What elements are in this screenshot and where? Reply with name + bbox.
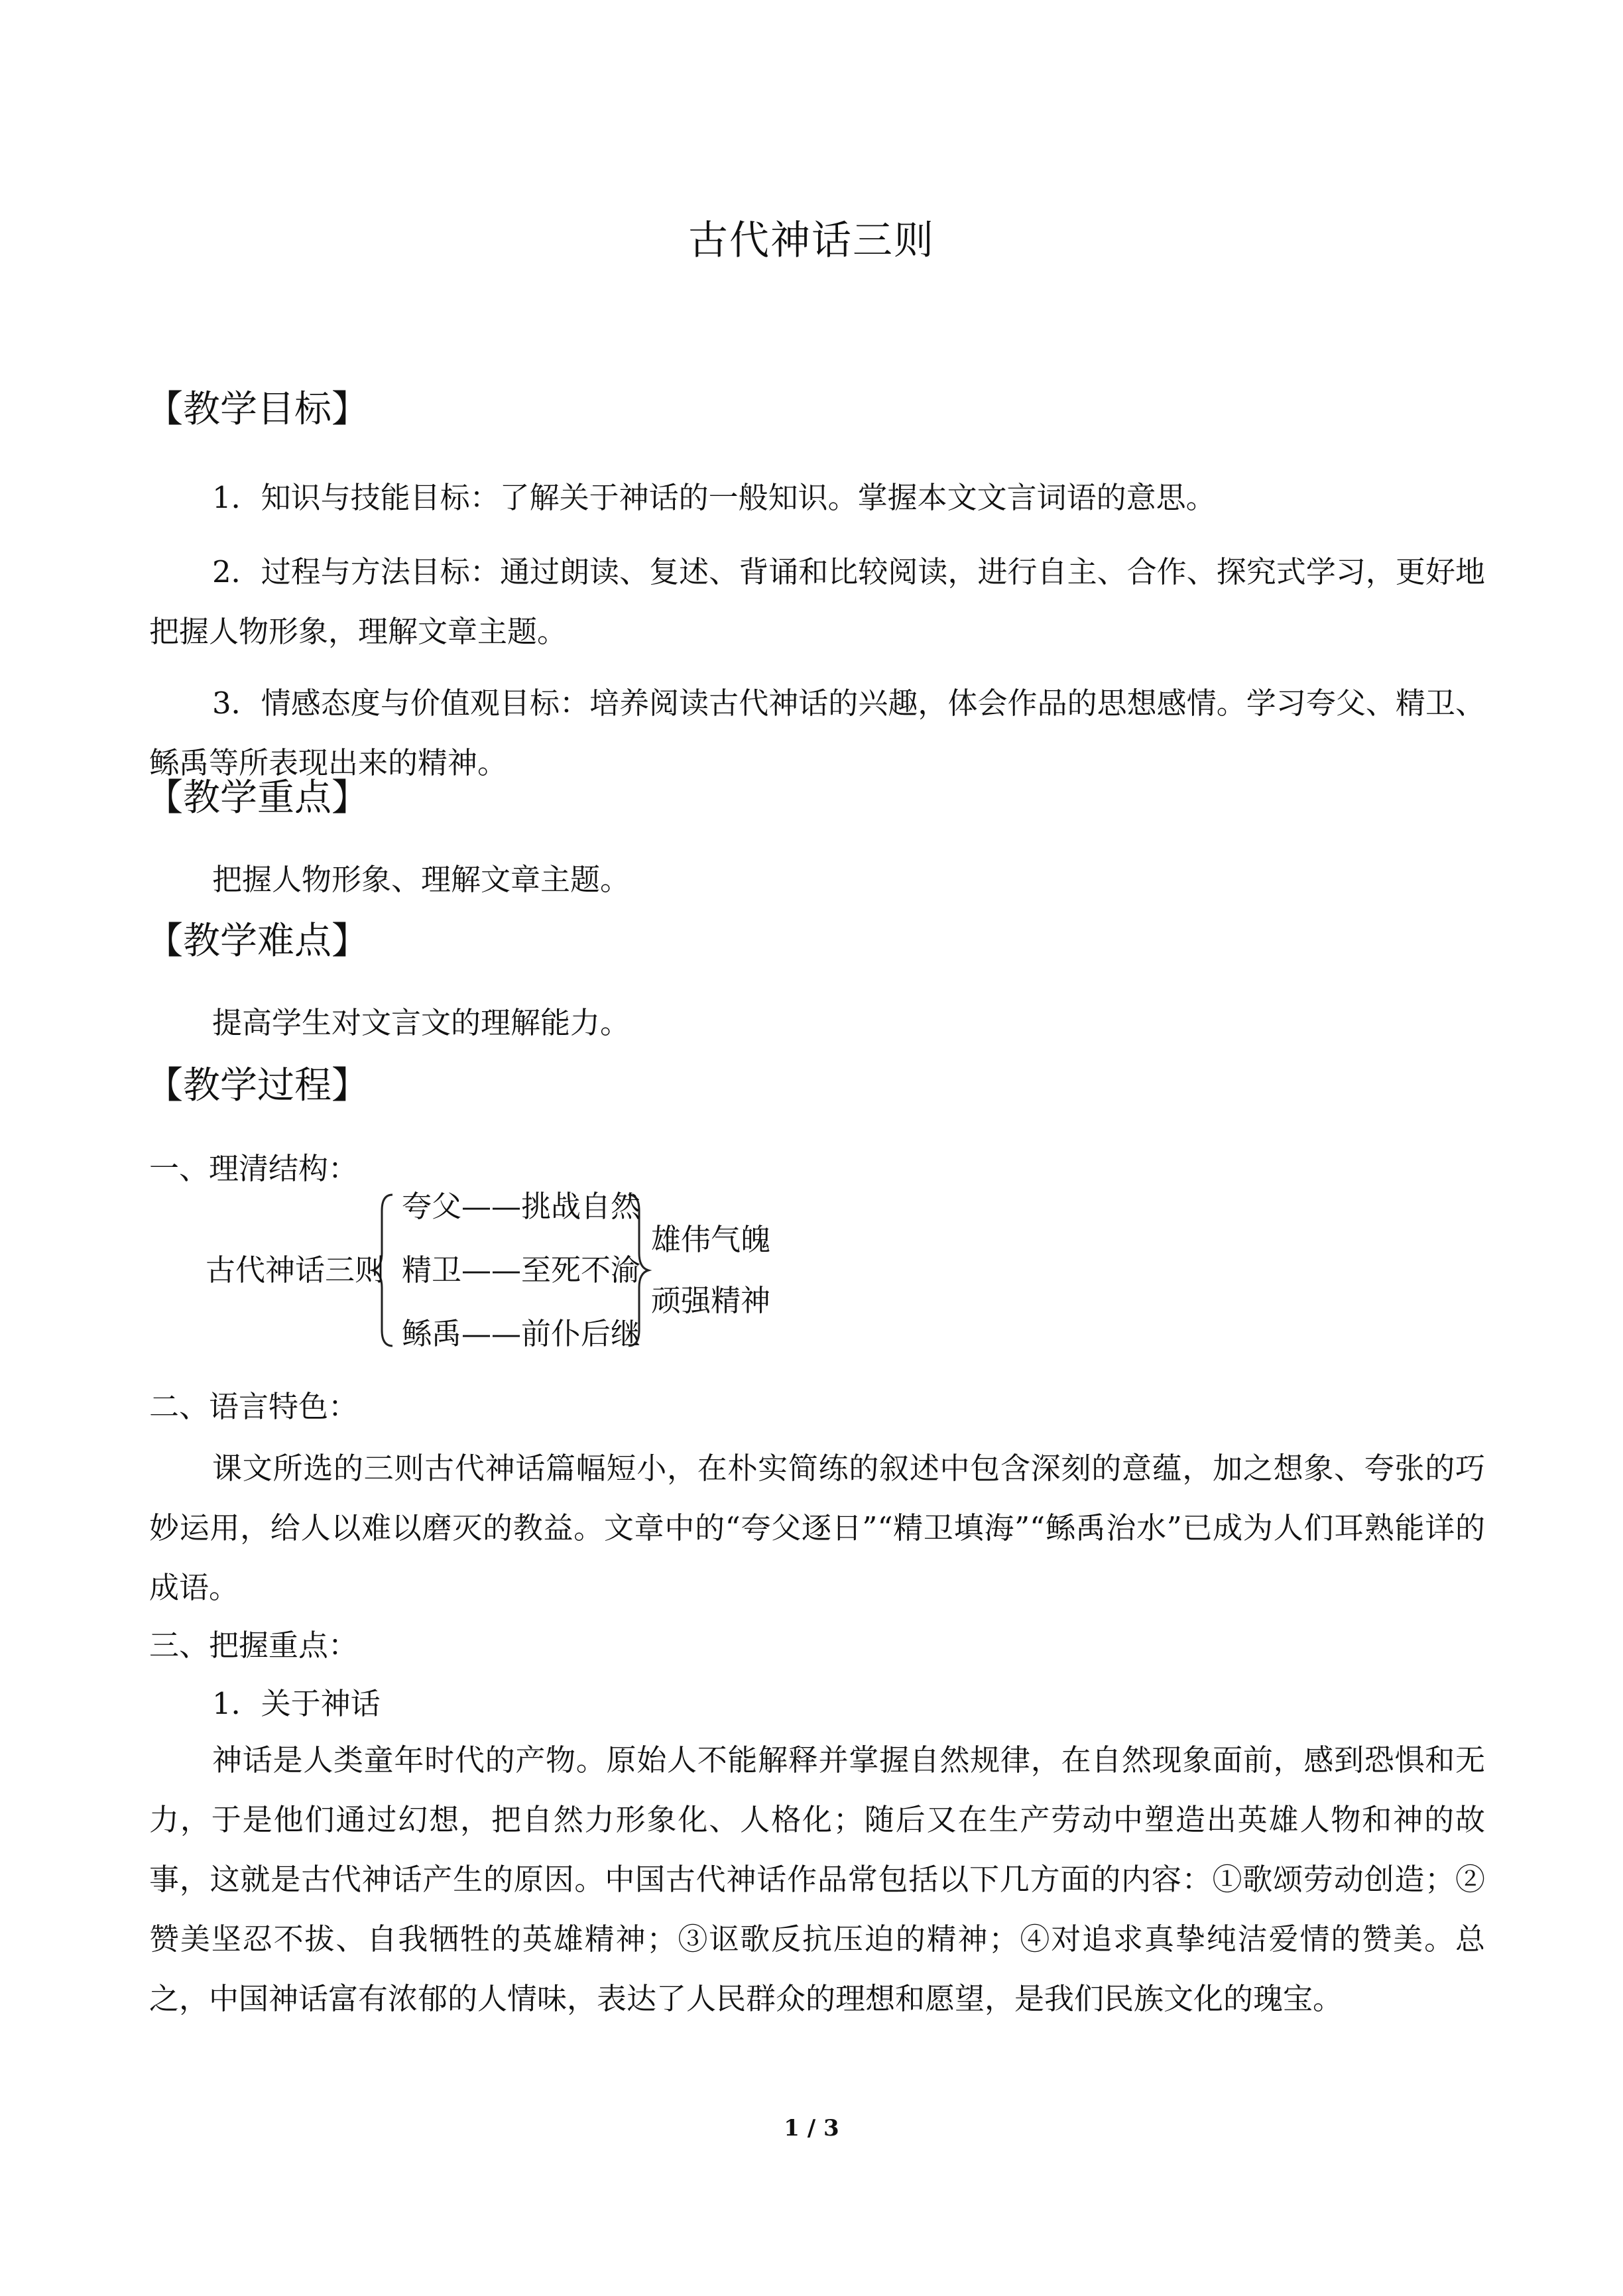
diagram-name-kuafu: 夸父 — [402, 1189, 462, 1224]
heading-teaching-goals: 【教学目标】 — [146, 388, 369, 431]
document-title: 古代神话三则 — [688, 217, 935, 264]
structure-diagram — [206, 1187, 802, 1359]
language-text: 课文所选的三则古代神话篇幅短小，在朴实简练的叙述中包含深刻的意蕴，加之想象、夸张的巧妙运用，给人以难以磨灭的教益。文章中的“夸父逐日”“精卫填海”“鲧禹治水”已成为人们耳熟能详的成语。 — [149, 1451, 1485, 1605]
diagram-dash: —— — [461, 1189, 522, 1224]
myth-text: 神话是人类童年时代的产物。原始人不能解释并掌握自然规律，在自然现象面前，感到恐惧和无力，于是他们通过幻想，把自然力形象化、人格化；随后又在生产劳动中塑造出英雄人物和神的故事，这就是古代神话产生的原因。中国古代神话作品常包括以下几方面的内容：①歌颂劳动创造；②赞美坚忍不拔、自我牺牲的英雄精神；③讴歌反抗压迫的精神；④对追求真挚纯洁爱情的赞美。总之，中国神话富有浓郁的人情味，表达了人民群众的理想和愿望，是我们民族文化的瑰宝。 — [149, 1742, 1485, 2016]
page-number: 1 / 3 — [784, 2115, 839, 2142]
goal-3-text: 3．情感态度与价值观目标：培养阅读古代神话的兴趣，体会作品的思想感情。学习夸父、精卫、鲧禹等所表现出来的精神。 — [149, 686, 1485, 780]
diagram-dash: —— — [461, 1316, 522, 1351]
language-label: 二、语言特色： — [149, 1389, 359, 1424]
goal-2-text: 2．过程与方法目标：通过朗读、复述、背诵和比较阅读，进行自主、合作、探究式学习，更好地把握人物形象，理解文章主题。 — [149, 554, 1485, 649]
diagram-trait-2: 至死不渝 — [521, 1252, 641, 1288]
structure-label: 一、理清结构： — [149, 1151, 359, 1186]
goal-1-text: 1．知识与技能目标：了解关于神话的一般知识。掌握本文文言词语的意思。 — [212, 480, 1216, 515]
heading-teaching-process: 【教学过程】 — [146, 1064, 369, 1107]
key-text: 把握人物形象、理解文章主题。 — [212, 862, 631, 897]
diagram-root: 古代神话三则 — [206, 1252, 385, 1288]
diagram-summary-2: 顽强精神 — [651, 1283, 771, 1318]
diagram-row-1 — [402, 1187, 640, 1227]
focus-label: 三、把握重点： — [149, 1628, 359, 1663]
diagram-trait-1: 挑战自然 — [521, 1189, 641, 1224]
diagram-row-3 — [402, 1314, 640, 1354]
diagram-name-gunyu: 鲧禹 — [402, 1316, 462, 1351]
heading-teaching-key: 【教学重点】 — [146, 776, 369, 819]
difficulty-text: 提高学生对文言文的理解能力。 — [212, 1005, 631, 1040]
diagram-name-jingwei: 精卫 — [402, 1252, 462, 1288]
focus-subheading: 1．关于神话 — [212, 1686, 381, 1721]
heading-teaching-difficulty: 【教学难点】 — [146, 920, 369, 963]
diagram-summary-1: 雄伟气魄 — [651, 1222, 771, 1257]
diagram-row-2 — [402, 1250, 640, 1290]
diagram-dash: —— — [461, 1252, 522, 1288]
diagram-trait-3: 前仆后继 — [521, 1316, 641, 1351]
